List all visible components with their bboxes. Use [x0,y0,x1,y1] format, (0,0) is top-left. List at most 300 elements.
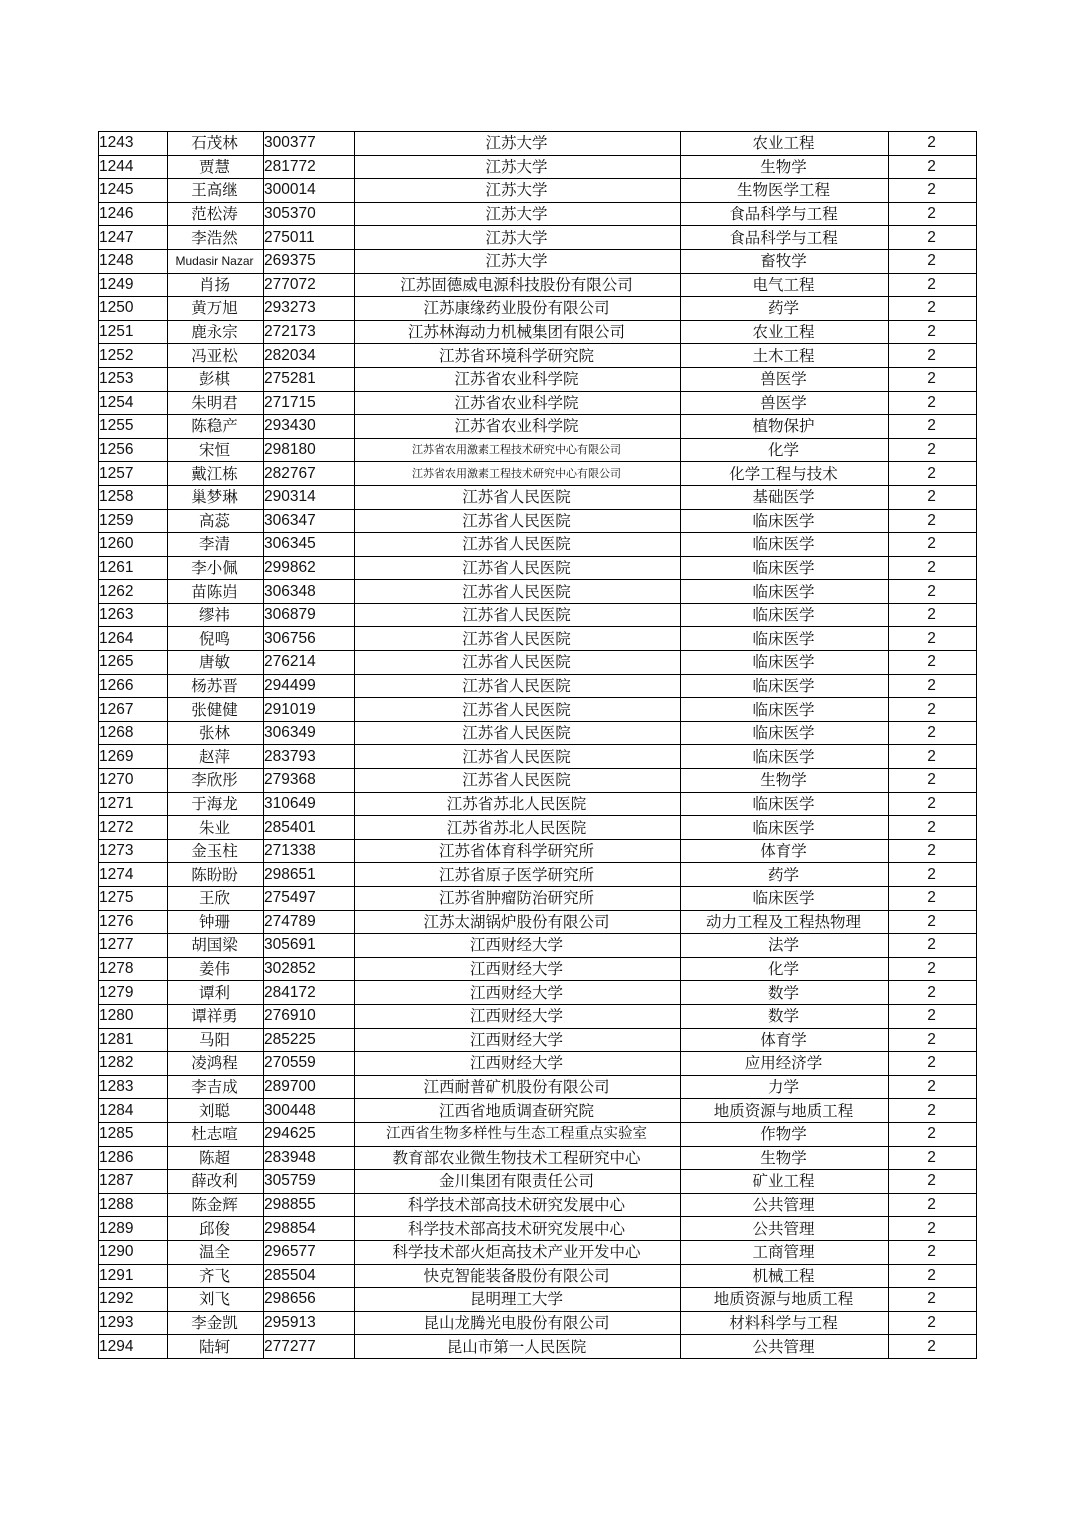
person-name-cell: 唐敏 [168,651,264,675]
discipline-cell: 食品科学与工程 [681,202,889,226]
discipline-cell: 材料科学与工程 [681,1311,889,1335]
count-cell: 2 [889,415,977,439]
person-name-cell: 胡国梁 [168,934,264,958]
row-number-cell: 1262 [99,580,168,604]
row-number-cell: 1260 [99,533,168,557]
discipline-cell: 兽医学 [681,367,889,391]
table-row [99,721,977,745]
person-id-cell: 306348 [264,580,355,604]
table-row [99,320,977,344]
row-number-cell: 1244 [99,155,168,179]
table-row [99,1146,977,1170]
discipline-cell: 食品科学与工程 [681,226,889,250]
person-name-cell: 陈金辉 [168,1193,264,1217]
table-row [99,839,977,863]
count-cell: 2 [889,1052,977,1076]
person-name-cell: 温全 [168,1240,264,1264]
row-number-cell: 1247 [99,226,168,250]
count-cell: 2 [889,1004,977,1028]
row-number-cell: 1280 [99,1004,168,1028]
person-name-cell: 冯亚松 [168,344,264,368]
person-id-cell: 276214 [264,651,355,675]
person-name-cell: 王欣 [168,887,264,911]
row-number-cell: 1289 [99,1217,168,1241]
discipline-cell: 化学 [681,957,889,981]
person-name-cell: 李金凯 [168,1311,264,1335]
row-number-cell: 1282 [99,1052,168,1076]
table-row [99,509,977,533]
person-name-cell: 黄万旭 [168,297,264,321]
person-name-cell: 高蕊 [168,509,264,533]
count-cell: 2 [889,981,977,1005]
person-id-cell: 305759 [264,1170,355,1194]
person-id-cell: 298855 [264,1193,355,1217]
table-row [99,1170,977,1194]
person-name-cell: 贾慧 [168,155,264,179]
person-name-cell: 苗陈岿 [168,580,264,604]
person-id-cell: 306349 [264,721,355,745]
count-cell: 2 [889,627,977,651]
person-id-cell: 295913 [264,1311,355,1335]
count-cell: 2 [889,1240,977,1264]
row-number-cell: 1286 [99,1146,168,1170]
row-number-cell: 1281 [99,1028,168,1052]
person-name-cell: 李欣彤 [168,769,264,793]
row-number-cell: 1258 [99,485,168,509]
person-name-cell: 薛改利 [168,1170,264,1194]
discipline-cell: 电气工程 [681,273,889,297]
count-cell: 2 [889,603,977,627]
table-row [99,1264,977,1288]
person-name-cell: 金玉柱 [168,839,264,863]
discipline-cell: 农业工程 [681,320,889,344]
organization-cell: 江苏省人民医院 [355,603,681,627]
row-number-cell: 1269 [99,745,168,769]
person-id-cell: 298656 [264,1288,355,1312]
organization-cell: 江苏大学 [355,155,681,179]
table-row [99,132,977,156]
row-number-cell: 1263 [99,603,168,627]
count-cell: 2 [889,839,977,863]
organization-cell: 江苏省人民医院 [355,651,681,675]
person-id-cell: 281772 [264,155,355,179]
table-row [99,1240,977,1264]
person-id-cell: 290314 [264,485,355,509]
discipline-cell: 机械工程 [681,1264,889,1288]
discipline-cell: 植物保护 [681,415,889,439]
person-name-cell: 赵萍 [168,745,264,769]
person-name-cell: 李浩然 [168,226,264,250]
discipline-cell: 临床医学 [681,792,889,816]
organization-cell: 江苏省人民医院 [355,509,681,533]
row-number-cell: 1255 [99,415,168,439]
organization-cell: 江苏省环境科学研究院 [355,344,681,368]
person-id-cell: 306756 [264,627,355,651]
row-number-cell: 1274 [99,863,168,887]
count-cell: 2 [889,1217,977,1241]
discipline-cell: 地质资源与地质工程 [681,1099,889,1123]
person-name-cell: 鹿永宗 [168,320,264,344]
table-row [99,273,977,297]
row-number-cell: 1284 [99,1099,168,1123]
table-row [99,226,977,250]
count-cell: 2 [889,1170,977,1194]
count-cell: 2 [889,249,977,273]
count-cell: 2 [889,769,977,793]
person-name-cell: 戴江栋 [168,462,264,486]
person-name-cell: 姜伟 [168,957,264,981]
person-id-cell: 282034 [264,344,355,368]
discipline-cell: 畜牧学 [681,249,889,273]
table-row [99,1099,977,1123]
organization-cell: 江苏省人民医院 [355,485,681,509]
count-cell: 2 [889,674,977,698]
discipline-cell: 药学 [681,863,889,887]
discipline-cell: 临床医学 [681,745,889,769]
count-cell: 2 [889,934,977,958]
person-name-cell: 刘聪 [168,1099,264,1123]
count-cell: 2 [889,297,977,321]
person-id-cell: 293273 [264,297,355,321]
row-number-cell: 1264 [99,627,168,651]
discipline-cell: 土木工程 [681,344,889,368]
count-cell: 2 [889,792,977,816]
person-name-cell: 张林 [168,721,264,745]
organization-cell: 江西耐普矿机股份有限公司 [355,1075,681,1099]
person-id-cell: 269375 [264,249,355,273]
organization-cell: 江西财经大学 [355,1028,681,1052]
count-cell: 2 [889,320,977,344]
discipline-cell: 临床医学 [681,580,889,604]
count-cell: 2 [889,1146,977,1170]
row-number-cell: 1279 [99,981,168,1005]
discipline-cell: 体育学 [681,839,889,863]
person-id-cell: 283948 [264,1146,355,1170]
person-name-cell: 张健健 [168,698,264,722]
row-number-cell: 1288 [99,1193,168,1217]
person-id-cell: 294499 [264,674,355,698]
person-name-cell: 朱业 [168,816,264,840]
table-row [99,556,977,580]
row-number-cell: 1248 [99,249,168,273]
count-cell: 2 [889,580,977,604]
table-row [99,603,977,627]
table-row [99,391,977,415]
person-name-cell: 倪鸣 [168,627,264,651]
table-row [99,297,977,321]
count-cell: 2 [889,202,977,226]
roster-body [99,132,977,1359]
discipline-cell: 生物学 [681,769,889,793]
organization-cell: 江苏省人民医院 [355,533,681,557]
person-name-cell: 钟珊 [168,910,264,934]
organization-cell: 科学技术部高技术研究发展中心 [355,1217,681,1241]
organization-cell: 昆明理工大学 [355,1288,681,1312]
table-row [99,1217,977,1241]
count-cell: 2 [889,485,977,509]
organization-cell: 江苏省人民医院 [355,580,681,604]
organization-cell: 江苏省农业科学院 [355,367,681,391]
organization-cell: 江西财经大学 [355,1052,681,1076]
organization-cell: 江苏大学 [355,249,681,273]
row-number-cell: 1256 [99,438,168,462]
table-row [99,249,977,273]
person-name-cell: 凌鸿程 [168,1052,264,1076]
row-number-cell: 1293 [99,1311,168,1335]
discipline-cell: 临床医学 [681,721,889,745]
count-cell: 2 [889,1099,977,1123]
row-number-cell: 1253 [99,367,168,391]
table-row [99,934,977,958]
organization-cell: 江西财经大学 [355,957,681,981]
count-cell: 2 [889,462,977,486]
organization-cell: 江苏省人民医院 [355,627,681,651]
organization-cell: 江西省生物多样性与生态工程重点实验室 [355,1122,681,1146]
row-number-cell: 1275 [99,887,168,911]
person-id-cell: 285401 [264,816,355,840]
organization-cell: 江苏省人民医院 [355,721,681,745]
count-cell: 2 [889,863,977,887]
discipline-cell: 化学 [681,438,889,462]
person-id-cell: 300377 [264,132,355,156]
person-name-cell: 于海龙 [168,792,264,816]
row-number-cell: 1285 [99,1122,168,1146]
person-id-cell: 300448 [264,1099,355,1123]
discipline-cell: 动力工程及工程热物理 [681,910,889,934]
count-cell: 2 [889,509,977,533]
table-row [99,179,977,203]
row-number-cell: 1271 [99,792,168,816]
row-number-cell: 1267 [99,698,168,722]
table-row [99,887,977,911]
count-cell: 2 [889,651,977,675]
table-row [99,344,977,368]
count-cell: 2 [889,1311,977,1335]
discipline-cell: 法学 [681,934,889,958]
row-number-cell: 1287 [99,1170,168,1194]
discipline-cell: 临床医学 [681,556,889,580]
count-cell: 2 [889,721,977,745]
person-name-cell: 缪祎 [168,603,264,627]
discipline-cell: 临床医学 [681,816,889,840]
discipline-cell: 临床医学 [681,698,889,722]
table-row [99,1004,977,1028]
row-number-cell: 1254 [99,391,168,415]
row-number-cell: 1278 [99,957,168,981]
organization-cell: 江苏大学 [355,132,681,156]
table-row [99,1335,977,1359]
count-cell: 2 [889,438,977,462]
roster-table [98,131,977,1359]
table-row [99,627,977,651]
organization-cell: 金川集团有限责任公司 [355,1170,681,1194]
row-number-cell: 1276 [99,910,168,934]
person-name-cell: 陆轲 [168,1335,264,1359]
organization-cell: 江苏康缘药业股份有限公司 [355,297,681,321]
person-id-cell: 300014 [264,179,355,203]
person-name-cell: 李吉成 [168,1075,264,1099]
discipline-cell: 临床医学 [681,603,889,627]
count-cell: 2 [889,1288,977,1312]
row-number-cell: 1268 [99,721,168,745]
table-row [99,1052,977,1076]
table-row [99,1288,977,1312]
organization-cell: 昆山市第一人民医院 [355,1335,681,1359]
row-number-cell: 1245 [99,179,168,203]
person-id-cell: 274789 [264,910,355,934]
organization-cell: 江苏省农业科学院 [355,415,681,439]
discipline-cell: 临床医学 [681,674,889,698]
row-number-cell: 1294 [99,1335,168,1359]
table-row [99,1122,977,1146]
count-cell: 2 [889,887,977,911]
table-row [99,415,977,439]
count-cell: 2 [889,533,977,557]
count-cell: 2 [889,132,977,156]
row-number-cell: 1266 [99,674,168,698]
person-id-cell: 305370 [264,202,355,226]
count-cell: 2 [889,391,977,415]
table-row [99,367,977,391]
table-row [99,580,977,604]
organization-cell: 江西财经大学 [355,934,681,958]
person-name-cell: 李小佩 [168,556,264,580]
row-number-cell: 1259 [99,509,168,533]
person-id-cell: 291019 [264,698,355,722]
discipline-cell: 临床医学 [681,887,889,911]
person-id-cell: 271338 [264,839,355,863]
discipline-cell: 临床医学 [681,533,889,557]
discipline-cell: 公共管理 [681,1217,889,1241]
organization-cell: 江西财经大学 [355,1004,681,1028]
row-number-cell: 1257 [99,462,168,486]
person-name-cell: 陈超 [168,1146,264,1170]
person-id-cell: 302852 [264,957,355,981]
person-name-cell: 肖扬 [168,273,264,297]
discipline-cell: 地质资源与地质工程 [681,1288,889,1312]
count-cell: 2 [889,226,977,250]
row-number-cell: 1246 [99,202,168,226]
person-id-cell: 293430 [264,415,355,439]
table-row [99,533,977,557]
table-row [99,651,977,675]
discipline-cell: 作物学 [681,1122,889,1146]
table-row [99,745,977,769]
table-row [99,816,977,840]
person-name-cell: Mudasir Nazar [168,249,264,273]
count-cell: 2 [889,155,977,179]
row-number-cell: 1265 [99,651,168,675]
count-cell: 2 [889,273,977,297]
table-row [99,957,977,981]
count-cell: 2 [889,1335,977,1359]
discipline-cell: 农业工程 [681,132,889,156]
organization-cell: 江苏大学 [355,179,681,203]
person-id-cell: 272173 [264,320,355,344]
organization-cell: 江西省地质调查研究院 [355,1099,681,1123]
table-row [99,202,977,226]
organization-cell: 江苏太湖锅炉股份有限公司 [355,910,681,934]
count-cell: 2 [889,344,977,368]
organization-cell: 教育部农业微生物技术工程研究中心 [355,1146,681,1170]
person-name-cell: 邱俊 [168,1217,264,1241]
person-id-cell: 282767 [264,462,355,486]
organization-cell: 江苏省人民医院 [355,745,681,769]
discipline-cell: 化学工程与技术 [681,462,889,486]
discipline-cell: 生物学 [681,155,889,179]
count-cell: 2 [889,1264,977,1288]
organization-cell: 江西财经大学 [355,981,681,1005]
discipline-cell: 临床医学 [681,651,889,675]
organization-cell: 江苏省农用激素工程技术研究中心有限公司 [355,438,681,462]
discipline-cell: 公共管理 [681,1335,889,1359]
person-id-cell: 299862 [264,556,355,580]
person-name-cell: 谭利 [168,981,264,1005]
row-number-cell: 1249 [99,273,168,297]
person-name-cell: 马阳 [168,1028,264,1052]
organization-cell: 江苏林海动力机械集团有限公司 [355,320,681,344]
organization-cell: 江苏省人民医院 [355,769,681,793]
row-number-cell: 1273 [99,839,168,863]
count-cell: 2 [889,957,977,981]
table-row [99,981,977,1005]
discipline-cell: 公共管理 [681,1193,889,1217]
count-cell: 2 [889,367,977,391]
person-id-cell: 275011 [264,226,355,250]
table-row [99,438,977,462]
discipline-cell: 基础医学 [681,485,889,509]
person-name-cell: 李清 [168,533,264,557]
row-number-cell: 1291 [99,1264,168,1288]
person-name-cell: 杜志喧 [168,1122,264,1146]
organization-cell: 江苏大学 [355,202,681,226]
count-cell: 2 [889,816,977,840]
person-name-cell: 彭棋 [168,367,264,391]
person-id-cell: 285225 [264,1028,355,1052]
discipline-cell: 药学 [681,297,889,321]
person-id-cell: 298180 [264,438,355,462]
count-cell: 2 [889,556,977,580]
organization-cell: 快克智能装备股份有限公司 [355,1264,681,1288]
count-cell: 2 [889,1193,977,1217]
person-id-cell: 294625 [264,1122,355,1146]
person-name-cell: 石茂林 [168,132,264,156]
row-number-cell: 1250 [99,297,168,321]
person-id-cell: 296577 [264,1240,355,1264]
person-id-cell: 279368 [264,769,355,793]
discipline-cell: 兽医学 [681,391,889,415]
person-id-cell: 305691 [264,934,355,958]
table-row [99,155,977,179]
person-name-cell: 陈稳产 [168,415,264,439]
table-row [99,698,977,722]
row-number-cell: 1251 [99,320,168,344]
person-name-cell: 巢梦琳 [168,485,264,509]
person-id-cell: 298651 [264,863,355,887]
count-cell: 2 [889,1028,977,1052]
organization-cell: 江苏省苏北人民医院 [355,792,681,816]
discipline-cell: 应用经济学 [681,1052,889,1076]
organization-cell: 科学技术部高技术研究发展中心 [355,1193,681,1217]
person-id-cell: 306345 [264,533,355,557]
row-number-cell: 1252 [99,344,168,368]
count-cell: 2 [889,910,977,934]
table-row [99,485,977,509]
table-row [99,910,977,934]
organization-cell: 江苏省原子医学研究所 [355,863,681,887]
person-id-cell: 270559 [264,1052,355,1076]
count-cell: 2 [889,1075,977,1099]
